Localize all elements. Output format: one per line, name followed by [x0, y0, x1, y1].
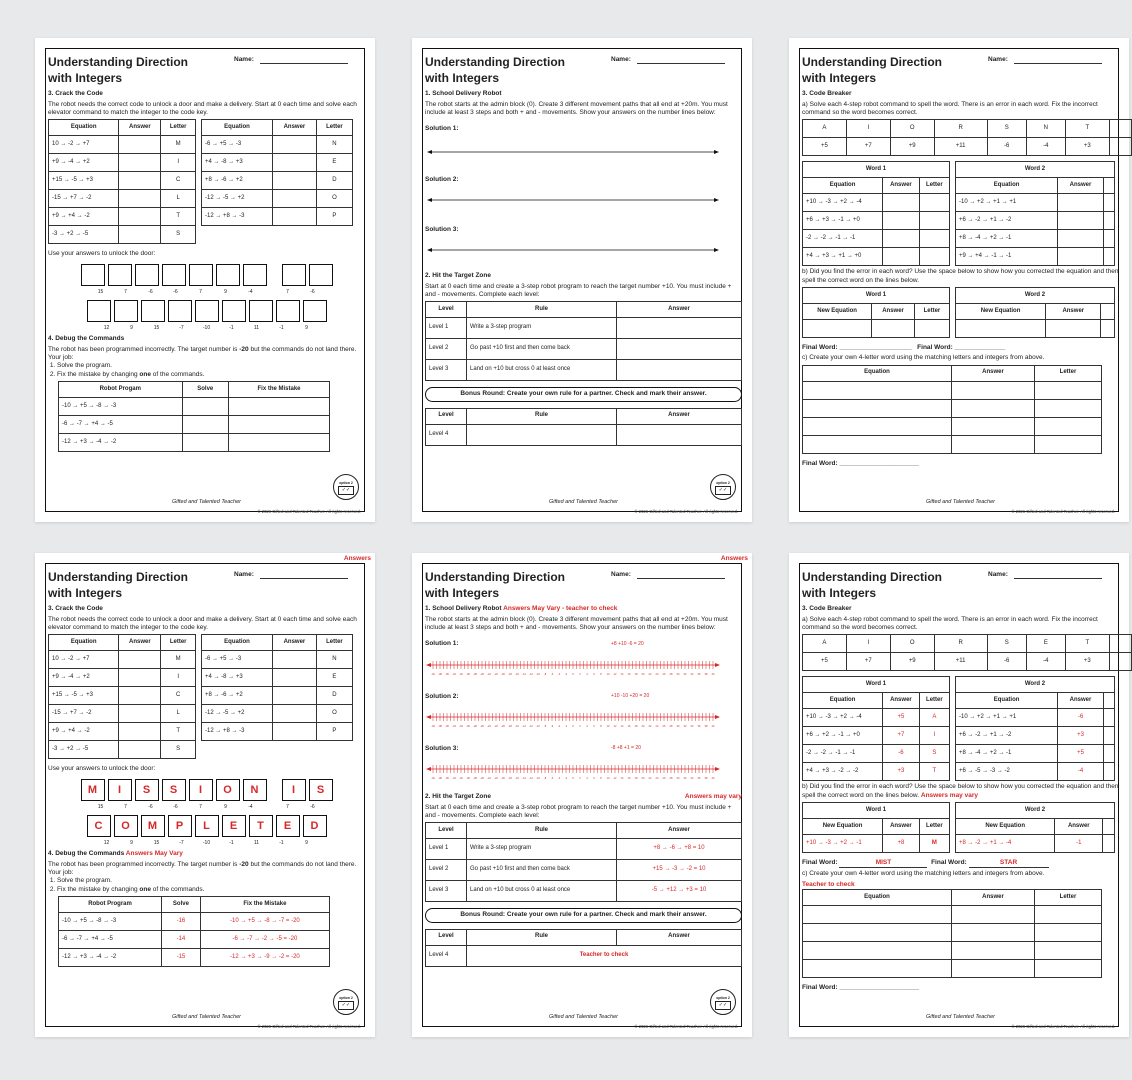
section-heading: 1. School Delivery Robot Answers May Vary - teacher to check — [425, 605, 618, 613]
svg-text:34: 34 — [690, 672, 694, 676]
svg-text:8: 8 — [600, 672, 602, 676]
number-line-blank[interactable] — [425, 134, 742, 168]
brand-logo: Gifted and Talented Teacher — [171, 498, 241, 505]
solution-equation: +8 +10 -6 = 20 — [611, 640, 644, 647]
svg-text:16: 16 — [627, 777, 631, 781]
name-label: Name: — [234, 56, 254, 63]
new-eq-word1: Word 1 New Equation Answer Letter — [802, 287, 950, 338]
svg-text:-22: -22 — [494, 724, 498, 728]
svg-text:-24: -24 — [487, 672, 491, 676]
svg-text:-4: -4 — [557, 724, 561, 728]
svg-text:8: 8 — [600, 724, 602, 728]
svg-text:-12: -12 — [529, 672, 533, 676]
svg-text:22: 22 — [648, 777, 652, 781]
svg-text:-30: -30 — [466, 777, 470, 781]
level4-table: Level Rule Answer Level 4 — [425, 408, 742, 446]
page-title: Understanding Direction with Integers — [425, 570, 566, 601]
svg-text:-18: -18 — [508, 724, 512, 728]
svg-text:18: 18 — [634, 724, 638, 728]
svg-text:-18: -18 — [508, 672, 512, 676]
name-label: Name: — [988, 56, 1008, 63]
svg-text:32: 32 — [683, 724, 687, 728]
own-word-table: Equation Answer Letter — [802, 365, 1102, 454]
svg-text:10: 10 — [606, 724, 610, 728]
svg-text:14: 14 — [620, 724, 624, 728]
svg-text:0: 0 — [572, 724, 574, 728]
svg-text:14: 14 — [620, 672, 624, 676]
name-line — [1014, 578, 1102, 579]
svg-text:-4: -4 — [557, 672, 561, 676]
svg-text:32: 32 — [683, 777, 687, 781]
svg-text:-16: -16 — [515, 777, 519, 781]
final-word-own: Final Word: ______________________ — [802, 459, 919, 467]
number-line-svg — [425, 649, 721, 685]
svg-text:22: 22 — [648, 672, 652, 676]
svg-text:-22: -22 — [494, 777, 498, 781]
svg-text:20: 20 — [641, 724, 645, 728]
svg-text:28: 28 — [669, 777, 673, 781]
breaker-intro-b: b) Did you find the error in each word? Use the space below to show how you corrected the equation and then spell the correct word on the lines below. — [802, 268, 1119, 284]
solution-label: Solution 3: — [425, 225, 459, 233]
brand-logo: Gifted and Talented Teacher — [925, 1013, 995, 1020]
final-word-row-answers: Final Word: MIST Final Word: STAR — [802, 859, 1119, 868]
code-table-right: Equation Answer Letter -6 → +5 → -3 N +4 → -8 → +3 E +8 → -6 → +2 D -12 → -5 → +2 O -12 → +8 → -3 P — [201, 634, 353, 741]
breaker-intro-c: c) Create your own 4-letter word using the matching letters and integers from above. — [802, 870, 1045, 878]
worksheet-crack-code — [35, 38, 375, 522]
svg-text:26: 26 — [662, 777, 666, 781]
svg-text:12: 12 — [613, 777, 617, 781]
code-boxes-row2-answers: C O M P L E T E D — [48, 815, 365, 837]
number-line-svg — [425, 701, 721, 737]
name-line — [637, 578, 725, 579]
svg-text:-14: -14 — [522, 672, 526, 676]
svg-text:-38: -38 — [438, 724, 442, 728]
target-table: Level Rule Answer Level 1 Write a 3-step program Level 2 Go past +10 first and then come back Level 3 Land on +10 but cross 0 at least once — [425, 301, 742, 381]
svg-text:4: 4 — [586, 672, 588, 676]
svg-text:24: 24 — [655, 672, 659, 676]
code-numbers-row1: 15 7 -6 -6 7 9 -4 7 -6 — [97, 288, 315, 295]
brand-logo: Gifted and Talented Teacher — [171, 1013, 241, 1020]
svg-text:-10: -10 — [536, 724, 540, 728]
svg-text:-26: -26 — [480, 672, 484, 676]
unlock-label: Use your answers to unlock the door: — [48, 250, 156, 258]
brand-logo: Gifted and Talented Teacher — [548, 498, 618, 505]
robot-intro: The robot starts at the admin block (0). Create 3 different movement paths that all end at +20m. You must include at least 3 steps and both + and - movements. Show your answers on the number lines below: — [425, 100, 728, 116]
svg-text:2: 2 — [579, 724, 581, 728]
name-label: Name: — [234, 571, 254, 578]
svg-text:-36: -36 — [445, 777, 449, 781]
svg-text:-20: -20 — [501, 672, 505, 676]
svg-text:6: 6 — [593, 672, 595, 676]
copyright: © 2026 Gifted and Talented Teacher. All rights reserved. — [257, 508, 361, 514]
svg-text:-2: -2 — [564, 724, 568, 728]
svg-text:32: 32 — [683, 672, 687, 676]
svg-text:-36: -36 — [445, 672, 449, 676]
solution-label: Solution 2: — [425, 175, 459, 183]
target-intro: Start at 0 each time and create a 3-step robot program to reach the target number +10. You must include + and - movements. Complete each level: — [425, 803, 732, 819]
name-line — [260, 63, 348, 64]
svg-text:38: 38 — [704, 777, 708, 781]
letter-key-table: A I O R S N T +5 +7 +9 +11 -6 -4 +3 — [802, 119, 1132, 156]
final-word-own: Final Word: ______________________ — [802, 983, 919, 991]
solution-label: Solution 1: — [425, 125, 459, 133]
section-heading: 3. Crack the Code — [48, 605, 103, 613]
svg-text:-24: -24 — [487, 777, 491, 781]
svg-text:-8: -8 — [543, 777, 547, 781]
teacher-check-note: Teacher to check — [802, 880, 855, 888]
option-stamp: option 2 ✓✓ — [710, 474, 736, 500]
code-numbers-row1: 15 7 -6 -6 7 9 -4 7 -6 — [97, 803, 315, 810]
svg-text:34: 34 — [690, 777, 694, 781]
final-word-row: Final Word: ____________________ Final Word: ______________ — [802, 343, 1006, 351]
worksheet-crack-code-answers — [35, 553, 375, 1037]
name-line — [260, 578, 348, 579]
svg-text:-34: -34 — [452, 724, 456, 728]
debug-intro: The robot has been programmed incorrectly. The target number is -20 but the commands do not land there. Your job: 1. Solve the program. 2. Fix the mistake by changing one of the commands. — [48, 345, 357, 378]
debug-table-answers: Robot Program Solve Fix the Mistake -10 → +5 → -8 → -3 -16 -10 → +5 → -8 → -7 = -20 -6 → -7 → +4 → -5 -14 -6 → -7 → -2 → -5 = -20 -12 → +3 → -4 → -2 -15 -12 → +3 → -9 → -2 = -20 — [58, 896, 330, 967]
word2-table-answers: Word 2 Equation Answer -10 → +2 → +1 → +1 -6 +6 → -2 → +1 → -2 +3 +8 → -4 → +2 → -1 +5 +6 → -5 → -3 → -2 -4 — [955, 676, 1115, 781]
copyright: © 2026 Gifted and Talented Teacher. All rights reserved. — [634, 508, 738, 514]
svg-text:-8: -8 — [543, 672, 547, 676]
number-line-blank[interactable] — [425, 234, 742, 268]
svg-text:-26: -26 — [480, 724, 484, 728]
answers-tag: Answers — [720, 555, 748, 562]
number-line-blank[interactable] — [425, 184, 742, 218]
svg-text:40: 40 — [711, 724, 715, 728]
svg-text:-30: -30 — [466, 724, 470, 728]
svg-text:-32: -32 — [459, 724, 463, 728]
svg-text:30: 30 — [676, 777, 680, 781]
breaker-intro-a: a) Solve each 4-step robot command to spell the word. There is an error in each word. Fix the incorrect command so the word becomes correct. — [802, 100, 1098, 116]
svg-text:2: 2 — [579, 672, 581, 676]
solution-equation: -8 +8 +1 = 20 — [611, 745, 641, 752]
svg-text:24: 24 — [655, 777, 659, 781]
worksheet-code-breaker-answers — [789, 553, 1129, 1037]
svg-text:-30: -30 — [466, 672, 470, 676]
svg-text:16: 16 — [627, 724, 631, 728]
copyright: © 2026 Gifted and Talented Teacher. All rights reserved. — [257, 1023, 361, 1029]
svg-text:-20: -20 — [501, 724, 505, 728]
svg-text:-24: -24 — [487, 724, 491, 728]
svg-text:0: 0 — [572, 777, 574, 781]
svg-text:14: 14 — [620, 777, 624, 781]
word1-table-answers: Word 1 Equation Answer Letter +10 → -3 → +2 → -4 +5 A +6 → +2 → -1 → +0 +7 I -2 → -2 → -1 → -1 -6 S +4 → +3 → -2 → -2 +3 T — [802, 676, 950, 781]
option-stamp: option 2 ✓✓ — [710, 989, 736, 1015]
code-numbers-row2: 12 9 15 -7 -10 -1 11 -1 9 — [103, 325, 308, 332]
worksheet-delivery-robot-answers — [412, 553, 752, 1037]
new-eq-word2: Word 2 New Equation Answer — [955, 287, 1115, 338]
svg-text:-10: -10 — [536, 777, 540, 781]
new-eq-word2-answers: Word 2 New Equation Answer +8 → -2 → +1 → -4 -1 — [955, 802, 1115, 853]
answers-tag: Answers — [343, 555, 371, 562]
unlock-label: Use your answers to unlock the door: — [48, 765, 156, 773]
svg-text:38: 38 — [704, 672, 708, 676]
target-table-answers: Level Rule Answer Level 1 Write a 3-step program +8 → -6 → +8 = 10 Level 2 Go past +10 first and then come back +15 → -3 → -2 = 10 Level 3 Land on +10 but cross 0 at least once -5 → +12 → +3 = 10 — [425, 822, 742, 902]
debug-intro: The robot has been programmed incorrectly. The target number is -20 but the commands do not land there. Your job: 1. Solve the program. 2. Fix the mistake by changing one of the commands. — [48, 860, 357, 893]
svg-text:4: 4 — [586, 777, 588, 781]
name-line — [637, 63, 725, 64]
section-heading: 2. Hit the Target Zone — [425, 272, 491, 280]
svg-text:-40: -40 — [431, 724, 435, 728]
solution-label: Solution 1: — [425, 640, 459, 648]
svg-text:26: 26 — [662, 724, 666, 728]
section-heading: 4. Debug the Commands — [48, 335, 125, 343]
word2-table: Word 2 Equation Answer -10 → +2 → +1 → +1 +6 → -2 → +1 → -2 +8 → -4 → +2 → -1 +9 → +4 → -1 → -1 — [955, 161, 1115, 266]
letter-key-table: A I O R S E T +5 +7 +9 +11 -6 -4 +3 — [802, 634, 1132, 671]
name-label: Name: — [988, 571, 1008, 578]
svg-text:34: 34 — [690, 724, 694, 728]
word1-table: Word 1 Equation Answer Letter +10 → -3 → +2 → -4 +6 → +3 → -1 → +0 -2 → -2 → -1 → -1 +4 → +3 → +1 → +0 — [802, 161, 950, 266]
copyright: © 2026 Gifted and Talented Teacher. All rights reserved. — [1011, 1023, 1115, 1029]
svg-text:18: 18 — [634, 672, 638, 676]
solution-label: Solution 2: — [425, 692, 459, 700]
worksheet-delivery-robot — [412, 38, 752, 522]
copyright: © 2026 Gifted and Talented Teacher. All rights reserved. — [634, 1023, 738, 1029]
svg-text:-28: -28 — [473, 777, 477, 781]
svg-text:20: 20 — [641, 672, 645, 676]
svg-text:40: 40 — [711, 672, 715, 676]
code-numbers-row2: 12 9 15 -7 -10 -1 11 -1 9 — [103, 840, 308, 847]
code-boxes-row1 — [48, 264, 365, 286]
svg-text:-40: -40 — [431, 777, 435, 781]
brand-logo: Gifted and Talented Teacher — [548, 1013, 618, 1020]
svg-text:4: 4 — [586, 724, 588, 728]
svg-text:10: 10 — [606, 777, 610, 781]
svg-text:38: 38 — [704, 724, 708, 728]
section-intro: The robot needs the correct code to unlock a door and make a delivery. Start at 0 each time and solve each elevator command to match the integer to the code key. — [48, 100, 357, 116]
copyright: © 2026 Gifted and Talented Teacher. All rights reserved. — [1011, 508, 1115, 514]
option-stamp: option 2 ✓✓ — [333, 989, 359, 1015]
svg-text:12: 12 — [613, 672, 617, 676]
svg-text:-34: -34 — [452, 672, 456, 676]
page-title: Understanding Direction with Integers — [425, 55, 566, 86]
svg-text:-18: -18 — [508, 777, 512, 781]
svg-text:-10: -10 — [536, 672, 540, 676]
svg-text:-34: -34 — [452, 777, 456, 781]
svg-text:-32: -32 — [459, 672, 463, 676]
svg-text:-12: -12 — [529, 724, 533, 728]
svg-text:28: 28 — [669, 724, 673, 728]
name-label: Name: — [611, 56, 631, 63]
svg-text:30: 30 — [676, 672, 680, 676]
svg-text:-4: -4 — [557, 777, 561, 781]
svg-text:36: 36 — [697, 724, 701, 728]
breaker-intro-b: b) Did you find the error in each word? Use the space below to show how you corrected the equation and then spell the correct word on the lines below. Answers may vary — [802, 783, 1119, 799]
number-line-svg — [425, 753, 721, 789]
solution-equation: +10 -10 +20 = 20 — [611, 692, 650, 699]
target-intro: Start at 0 each time and create a 3-step robot program to reach the target number +10. You must include + and - movements. Complete each level: — [425, 282, 732, 298]
svg-text:-2: -2 — [564, 672, 568, 676]
svg-text:0: 0 — [572, 672, 574, 676]
page-title: Understanding Direction with Integers — [48, 570, 189, 601]
name-label: Name: — [611, 571, 631, 578]
svg-text:6: 6 — [593, 724, 595, 728]
svg-text:-2: -2 — [564, 777, 568, 781]
svg-text:-26: -26 — [480, 777, 484, 781]
svg-text:-38: -38 — [438, 672, 442, 676]
svg-text:-36: -36 — [445, 724, 449, 728]
svg-text:36: 36 — [697, 672, 701, 676]
bonus-round: Bonus Round: Create your own rule for a partner. Check and mark their answer. — [425, 908, 742, 922]
code-boxes-row2 — [48, 300, 365, 322]
svg-text:-28: -28 — [473, 672, 477, 676]
option-stamp: option 2 ✓✓ — [333, 474, 359, 500]
code-table-left: Equation Answer Letter 10 → -2 → +7 M +9 → -4 → +2 I +15 → -5 → +3 C -15 → +7 → -2 L +9 → +4 → -2 T -3 → +2 → -5 S — [48, 634, 196, 759]
svg-text:36: 36 — [697, 777, 701, 781]
svg-text:-14: -14 — [522, 777, 526, 781]
svg-text:-40: -40 — [431, 672, 435, 676]
svg-text:18: 18 — [634, 777, 638, 781]
svg-text:8: 8 — [600, 777, 602, 781]
svg-text:28: 28 — [669, 672, 673, 676]
brand-logo: Gifted and Talented Teacher — [925, 498, 995, 505]
svg-text:24: 24 — [655, 724, 659, 728]
worksheet-code-breaker — [789, 38, 1129, 522]
svg-text:-14: -14 — [522, 724, 526, 728]
svg-text:26: 26 — [662, 672, 666, 676]
section-heading: 2. Hit the Target Zone Answers may vary — [425, 793, 742, 801]
svg-text:22: 22 — [648, 724, 652, 728]
svg-text:-20: -20 — [501, 777, 505, 781]
own-word-table: Equation Answer Letter — [802, 889, 1102, 978]
section-heading: 4. Debug the Commands Answers May Vary — [48, 850, 183, 858]
svg-text:20: 20 — [641, 777, 645, 781]
level4-table: Level Rule Answer Level 4 Teacher to check — [425, 929, 742, 967]
code-table-left: Equation Answer Letter 10 → -2 → +7 M +9 → -4 → +2 I +15 → -5 → +3 C -15 → +7 → -2 L +9 → +4 → -2 T -3 → +2 → -5 S — [48, 119, 196, 244]
breaker-intro-a: a) Solve each 4-step robot command to spell the word. There is an error in each word. Fix the incorrect command so the word becomes correct. — [802, 615, 1098, 631]
svg-text:40: 40 — [711, 777, 715, 781]
name-line — [1014, 63, 1102, 64]
section-heading: 3. Code Breaker — [802, 605, 852, 613]
page-title: Understanding Direction with Integers — [802, 55, 943, 86]
svg-text:10: 10 — [606, 672, 610, 676]
svg-text:-22: -22 — [494, 672, 498, 676]
page-title: Understanding Direction with Integers — [48, 55, 189, 86]
debug-table: Robot Progam Solve Fix the Mistake -10 → +5 → -8 → -3 -6 → -7 → +4 → -5 -12 → +3 → -4 → -2 — [58, 381, 330, 452]
svg-text:-8: -8 — [543, 724, 547, 728]
section-heading: 3. Crack the Code — [48, 90, 103, 98]
svg-text:-12: -12 — [529, 777, 533, 781]
svg-text:-16: -16 — [515, 724, 519, 728]
section-intro: The robot needs the correct code to unlock a door and make a delivery. Start at 0 each time and solve each elevator command to match the integer to the code key. — [48, 615, 357, 631]
svg-text:-28: -28 — [473, 724, 477, 728]
solution-label: Solution 3: — [425, 744, 459, 752]
svg-text:12: 12 — [613, 724, 617, 728]
svg-text:-6: -6 — [550, 777, 554, 781]
new-eq-word1-answers: Word 1 New Equation Answer Letter +10 → -3 → +2 → -1 +8 M — [802, 802, 950, 853]
breaker-intro-c: c) Create your own 4-letter word using the matching letters and integers from above. — [802, 354, 1045, 362]
robot-intro: The robot starts at the admin block (0). Create 3 different movement paths that all end at +20m. You must include at least 3 steps and both + and - movements. Show your answers on the number lines below: — [425, 615, 728, 631]
section-heading: 3. Code Breaker — [802, 90, 852, 98]
svg-text:-6: -6 — [550, 724, 554, 728]
svg-text:2: 2 — [579, 777, 581, 781]
code-boxes-row1-answers: M I S S I O N I S — [48, 779, 365, 801]
page-title: Understanding Direction with Integers — [802, 570, 943, 601]
svg-text:-16: -16 — [515, 672, 519, 676]
svg-text:30: 30 — [676, 724, 680, 728]
svg-text:-32: -32 — [459, 777, 463, 781]
svg-text:16: 16 — [627, 672, 631, 676]
svg-text:-6: -6 — [550, 672, 554, 676]
bonus-round: Bonus Round: Create your own rule for a partner. Check and mark their answer. — [425, 387, 742, 401]
code-table-right: Equation Answer Letter -6 → +5 → -3 N +4 → -8 → +3 E +8 → -6 → +2 D -12 → -5 → +2 O -12 → +8 → -3 P — [201, 119, 353, 226]
section-heading: 1. School Delivery Robot — [425, 90, 502, 98]
svg-text:6: 6 — [593, 777, 595, 781]
svg-text:-38: -38 — [438, 777, 442, 781]
